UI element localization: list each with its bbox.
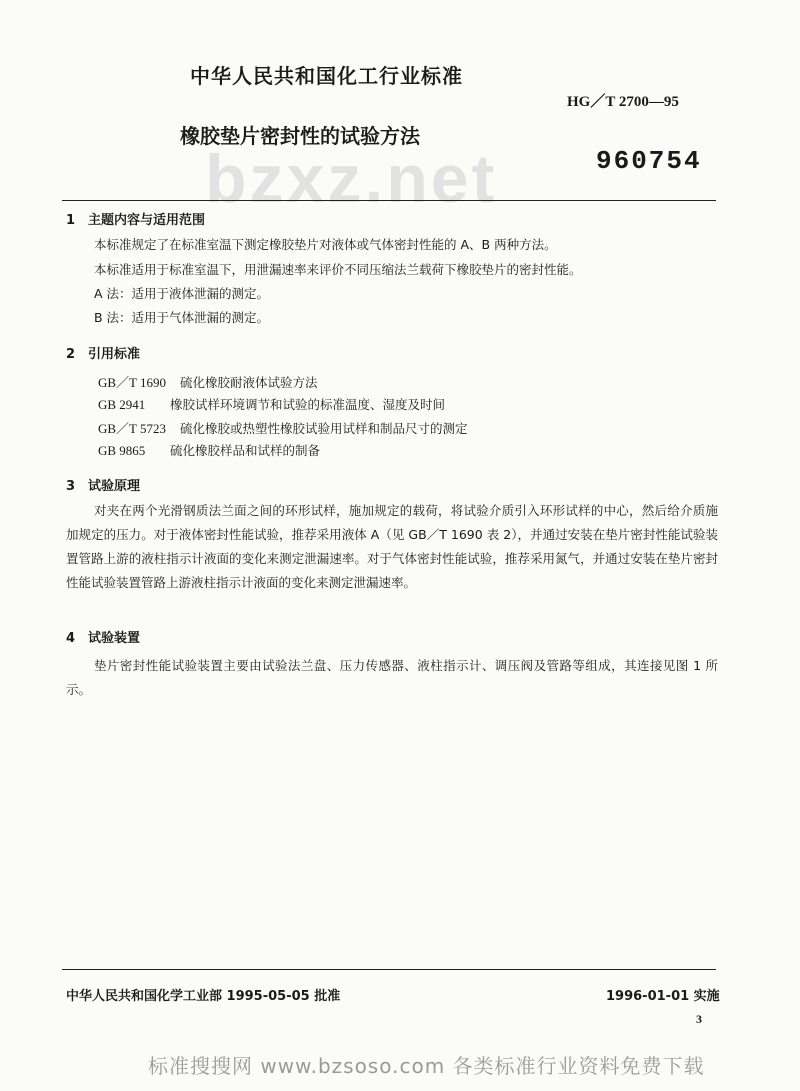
footer-rule <box>62 969 716 970</box>
issuing-organization: 中华人民共和国化工行业标准 <box>190 64 463 88</box>
reference-name: 硫化橡胶样品和试样的制备 <box>170 443 321 458</box>
reference-item <box>98 395 445 413</box>
reference-name: 橡胶试样环境调节和试验的标准温度、湿度及时间 <box>170 397 446 412</box>
section-1-line: 本标准适用于标准室温下，用泄漏速率来评价不同压缩法兰载荷下橡胶垫片的密封性能。 <box>94 262 582 277</box>
section-title: 引用标准 <box>88 347 141 362</box>
section-number: 1 <box>66 213 76 228</box>
section-1-line: 本标准规定了在标准室温下测定橡胶垫片对液体或气体密封性能的 A、B 两种方法。 <box>94 237 557 252</box>
section-3-heading <box>66 475 140 494</box>
section-title: 主题内容与适用范围 <box>88 213 206 228</box>
reference-code: GB 9865 <box>98 443 146 458</box>
section-title: 试验装置 <box>88 631 141 646</box>
section-1-heading <box>66 209 205 228</box>
reference-code: GB／T 1690 <box>98 375 167 390</box>
reference-name: 硫化橡胶耐液体试验方法 <box>180 375 318 390</box>
reference-code: GB 2941 <box>98 397 146 412</box>
section-1-line: B 法：适用于气体泄漏的测定。 <box>94 310 270 325</box>
section-3-body <box>66 499 718 595</box>
reference-item <box>98 372 318 391</box>
watermark-text: bzxz.net <box>205 141 498 217</box>
reference-item <box>98 418 468 437</box>
bottom-watermark: 标准搜搜网 www.bzsoso.com 各类标准行业资料免费下载 <box>148 1054 705 1078</box>
stamp-number: 960754 <box>596 146 702 176</box>
document-title: 橡胶垫片密封性的试验方法 <box>180 124 420 148</box>
standard-number: HG／T 2700—95 <box>567 94 679 110</box>
section-4-body <box>66 654 718 702</box>
section-title: 试验原理 <box>88 479 141 494</box>
reference-code: GB／T 5723 <box>98 421 167 436</box>
implementation-date: 1996-01-01 实施 <box>606 989 720 1004</box>
approval-line: 中华人民共和国化学工业部 1995-05-05 批准 <box>66 989 341 1004</box>
reference-item <box>98 441 320 459</box>
section-1-line: A 法：适用于液体泄漏的测定。 <box>94 286 270 301</box>
section-number: 2 <box>66 347 76 362</box>
reference-name: 硫化橡胶或热塑性橡胶试验用试样和制品尺寸的测定 <box>180 421 468 436</box>
page-number: 3 <box>696 1012 702 1026</box>
section-number: 3 <box>66 479 76 494</box>
header-rule <box>62 200 716 201</box>
paragraph: 对夹在两个光滑钢质法兰面之间的环形试样，施加规定的载荷，将试验介质引入环形试样的中心，然后给介质施加规定的压力。对于液体密封性能试验，推荐采用液体 A（见 GB／T 1690 表 2），并通过安装在垫片密封性能试验装置管路上游的液柱指示计液面的变化来测定泄漏速率。对于气体密封性能试验，推荐采用氮气，并通过安装在垫片密封性能试验装置管路上游液柱指示计液面的变化来测定泄漏速率。 <box>66 503 718 590</box>
section-4-heading <box>66 627 140 646</box>
paragraph: 垫片密封性能试验装置主要由试验法兰盘、压力传感器、液柱指示计、调压阀及管路等组成，其连接见图 1 所示。 <box>66 658 718 697</box>
section-2-heading <box>66 343 140 362</box>
section-number: 4 <box>66 631 76 646</box>
